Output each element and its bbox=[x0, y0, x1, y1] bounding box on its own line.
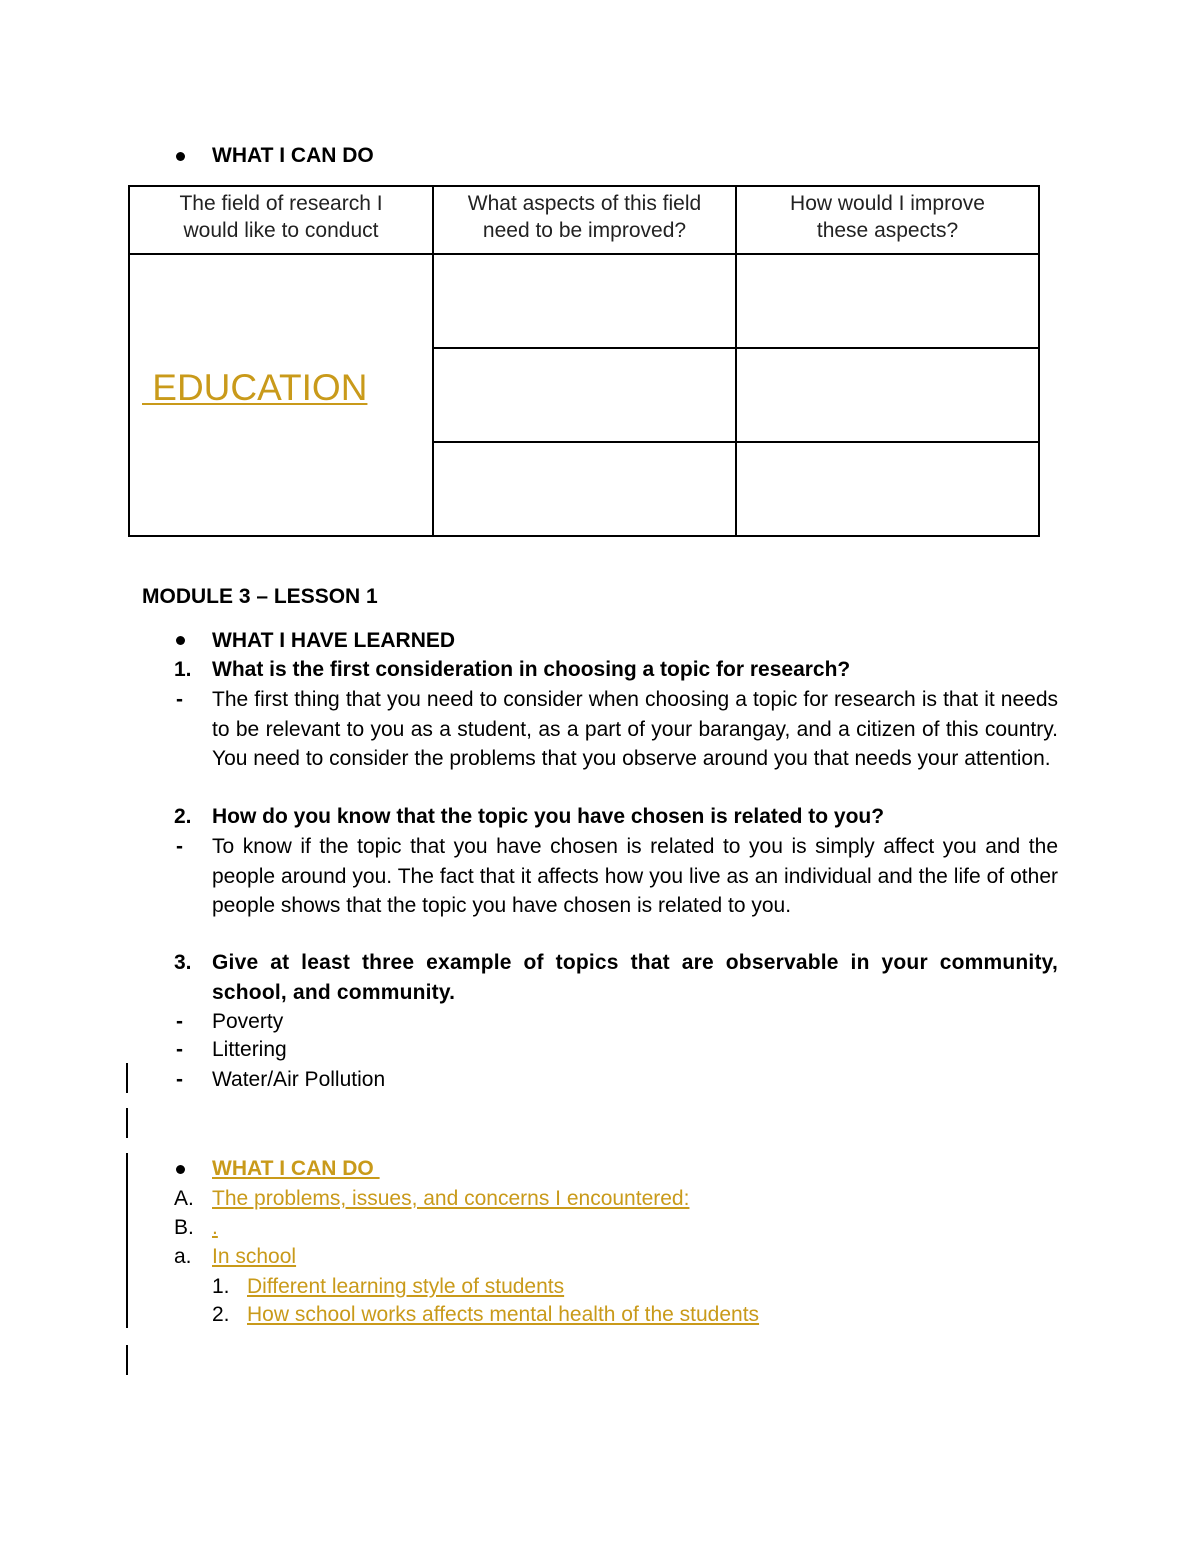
table-cell[interactable] bbox=[735, 253, 1040, 349]
list-marker: A. bbox=[174, 1187, 194, 1210]
answer-dash: - bbox=[176, 1010, 183, 1033]
answer-dash: - bbox=[176, 835, 183, 858]
question-text: How do you know that the topic you have chosen is related to you? bbox=[212, 805, 885, 828]
change-bar bbox=[126, 1063, 128, 1093]
bullet-icon bbox=[176, 636, 185, 645]
question-text: Give at least three example of topics that are observable in your community, school, and community. bbox=[212, 951, 1058, 1004]
field-value: EDUCATION bbox=[142, 367, 368, 408]
table-cell[interactable] bbox=[735, 441, 1040, 537]
table-cell[interactable] bbox=[432, 253, 737, 349]
sub-list-marker: 1. bbox=[212, 1275, 230, 1298]
header-text: How would I improve these aspects? bbox=[790, 192, 985, 242]
list-marker: B. bbox=[174, 1216, 194, 1239]
section-heading: WHAT I CAN DO bbox=[212, 144, 374, 167]
change-bar bbox=[126, 1153, 128, 1328]
header-text: The field of research I would like to conduct bbox=[179, 192, 383, 242]
header-text: What aspects of this field need to be improved? bbox=[467, 192, 702, 242]
list-item: In school bbox=[212, 1245, 297, 1268]
list-marker: a. bbox=[174, 1245, 192, 1268]
example-item: Poverty bbox=[212, 1010, 284, 1033]
module-title: MODULE 3 – LESSON 1 bbox=[142, 585, 378, 608]
research-table bbox=[128, 185, 1040, 537]
table-cell[interactable] bbox=[432, 347, 737, 443]
change-bar bbox=[126, 1345, 128, 1375]
sub-list-marker: 2. bbox=[212, 1303, 230, 1326]
bullet-icon bbox=[176, 1165, 185, 1174]
list-item: . bbox=[212, 1216, 218, 1239]
learned-heading: WHAT I HAVE LEARNED bbox=[212, 629, 456, 652]
answer-dash: - bbox=[176, 1038, 183, 1061]
question-text: What is the first consideration in choosing a topic for research? bbox=[212, 658, 851, 681]
table-header-improve bbox=[735, 185, 1040, 255]
table-header-aspects bbox=[432, 185, 737, 255]
answer-dash: - bbox=[176, 688, 183, 711]
bullet-icon bbox=[176, 152, 185, 161]
example-item: Water/Air Pollution bbox=[212, 1068, 386, 1091]
sub-list-item: How school works affects mental health of the students bbox=[247, 1303, 760, 1326]
table-header-field bbox=[128, 185, 434, 255]
table-cell-field[interactable] bbox=[128, 253, 434, 537]
change-bar bbox=[126, 1108, 128, 1138]
sub-list-item: Different learning style of students bbox=[247, 1275, 565, 1298]
question-number: 3. bbox=[174, 951, 192, 974]
table-cell[interactable] bbox=[432, 441, 737, 537]
answer-text: To know if the topic that you have chosen is related to you is simply affect you and the people around you. The fact that it affects how you live as an individual and the life of other people shows that the topic you have chosen is related to you. bbox=[212, 835, 1058, 917]
answer-text: The first thing that you need to consider when choosing a topic for research is that it needs to be relevant to you as a student, as a part of your barangay, and a citizen of this country. You need to consider the problems that you observe around you that needs your attention. bbox=[212, 688, 1058, 770]
question-number: 1. bbox=[174, 658, 192, 681]
question-number: 2. bbox=[174, 805, 192, 828]
list-item: The problems, issues, and concerns I encountered: bbox=[212, 1187, 690, 1210]
section-heading: WHAT I CAN DO bbox=[212, 1157, 380, 1180]
answer-dash: - bbox=[176, 1068, 183, 1091]
example-item: Littering bbox=[212, 1038, 287, 1061]
table-cell[interactable] bbox=[735, 347, 1040, 443]
